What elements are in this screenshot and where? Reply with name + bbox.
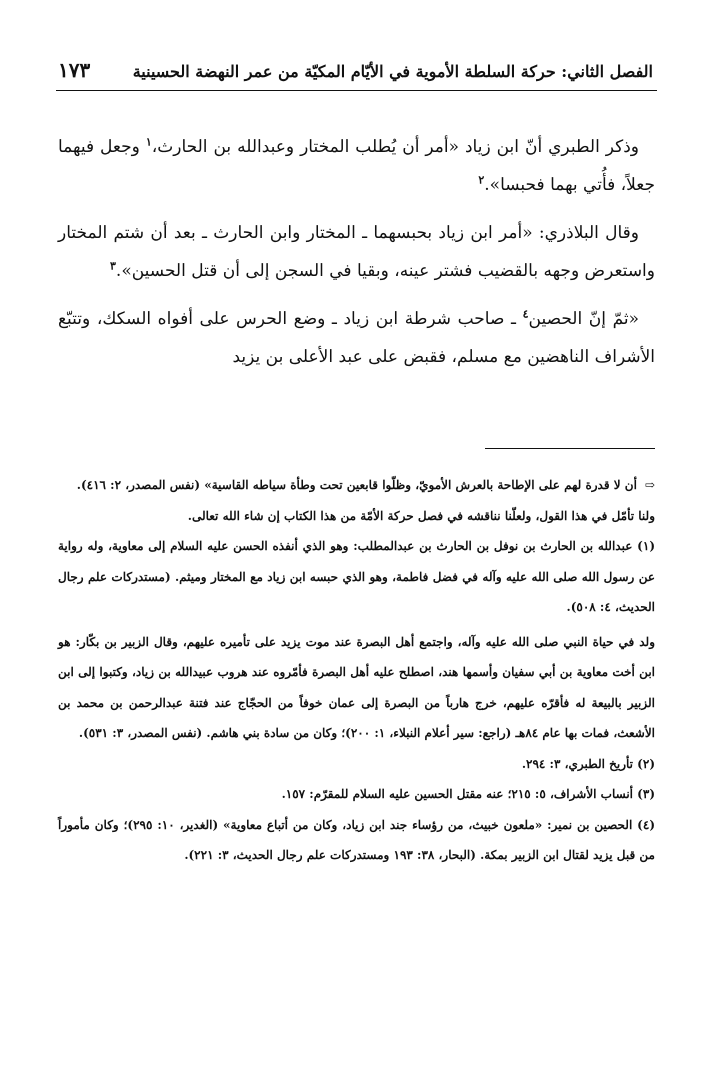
paragraph-3-text-b: ـ صاحب شرطة ابن زياد ـ وضع الحرس على أفواه السكك، وتتبّع الأشراف الناهضين مع مسلم، فقبض على عبد الأعلى بن يزيد xyxy=(58,309,655,367)
footnote-ref-4: ٤ xyxy=(522,307,529,321)
running-head xyxy=(58,58,653,82)
footnote-ref-3: ٣ xyxy=(110,259,116,273)
footnote-4: (٤) الحصين بن نمير: «ملعون خبيث، من رؤساء جند ابن زياد، وكان من أتباع معاوية» (الغدير، ١٠: ٢٩٥)؛ وكان مأموراً من قبل يزيد لقتال ابن الزبير بمكة. (البحار، ٣٨: ١٩٣ ومستدركات علم رجال الحديث، ٣: ٢٢١). xyxy=(58,817,656,862)
footnote-rule xyxy=(485,448,655,449)
paragraph-2-text: وقال البلاذري: «أمر ابن زياد بحبسهما ـ المختار وابن الحارث ـ بعد أن شتم المختار واستعرض وجهه بالقضيب فشتر عينه، وبقيا في السجن إلى أن قتل الحسين». xyxy=(58,223,655,281)
page-number: ١٧٣ xyxy=(58,58,91,82)
main-text xyxy=(58,128,655,386)
footnote-continuation xyxy=(58,470,655,501)
paragraph-2 xyxy=(58,214,655,290)
paragraph-3 xyxy=(58,300,655,376)
footnote-1-cont: ولد في حياة النبي صلى الله عليه وآله، واجتمع أهل البصرة عند موت يزيد على تأميره عليهم، وقال الزبير بن بكّار: هو ابن أخت معاوية بن أبي سفيان وأسمها هند، اصطلح عليه أهل البصرة فأمّروه عند هروب عبيدالله بن زياد، وكتبوا إلى ابن الزبير بالبيعة له فأقرّه عليهم، خرج هارباً من البصرة إلى عمان خوفاً من الحجّاج عند فتنة عبدالرحمن بن محمد بن الأشعث، فمات بها عام ٨٤هـ (راجع: سير أعلام النبلاء، ١: ٢٠٠)؛ وكان من سادة بني هاشم. (نفس المصدر، ٣: ٥٣١). xyxy=(58,634,655,740)
paragraph-1-text: وذكر الطبري أنّ ابن زياد «أمر أن يُطلب المختار وعبدالله بن الحارث، xyxy=(151,137,640,157)
paragraph-3-text-a: «ثمّ إنّ الحصين xyxy=(528,309,640,329)
footnote-2: (٢) تأريخ الطبري، ٣: ٢٩٤. xyxy=(521,756,655,771)
footnote-ref-2: ٢ xyxy=(478,173,485,187)
footnotes xyxy=(58,470,655,871)
header-rule xyxy=(56,90,657,91)
chapter-title: حركة السلطة الأموية في الأيّام المكيّة من عمر النهضة الحسينية xyxy=(132,62,556,81)
paragraph-1-cont: وجعل فيهما جعلاً، فأُتي بهما فحبسا». xyxy=(58,137,655,195)
footnote-cont-2: ولنا تأمّل في هذا القول، ولعلّنا نناقشه في فصل حركة الأمّة من هذا الكتاب إن شاء الله تعالى. xyxy=(187,508,655,523)
paragraph-1 xyxy=(58,128,655,204)
chapter-heading: الفصل الثاني: حركة السلطة الأموية في الأيّام المكيّة من عمر النهضة الحسينية xyxy=(132,62,653,81)
footnote-1: (١) عبدالله بن الحارث بن نوفل بن الحارث بن عبدالمطلب: وهو الذي أنفذه الحسن عليه السلام إلى معاوية، وله رواية عن رسول الله صلى الله عليه وآله في فضل فاطمة، وهو الذي حبسه ابن زياد مع المختار وميثم. (مستدركات علم رجال الحديث، ٤: ٥٠٨). xyxy=(58,539,655,614)
chapter-label: الفصل الثاني xyxy=(567,62,653,81)
footnote-cont-1: أن لا قدرة لهم على الإطاحة بالعرش الأمويّ، وظلّوا قابعين تحت وطأة سياطه القاسية» (نفس المصدر، ٢: ٤١٦). xyxy=(76,478,637,492)
continuation-arrow-icon: ⇨ xyxy=(644,478,655,492)
footnote-3: (٣) أنساب الأشراف، ٥: ٢١٥؛ عنه مقتل الحسين عليه السلام للمقرّم: ١٥٧. xyxy=(281,787,655,801)
footnote-ref-1: ١ xyxy=(145,135,152,149)
